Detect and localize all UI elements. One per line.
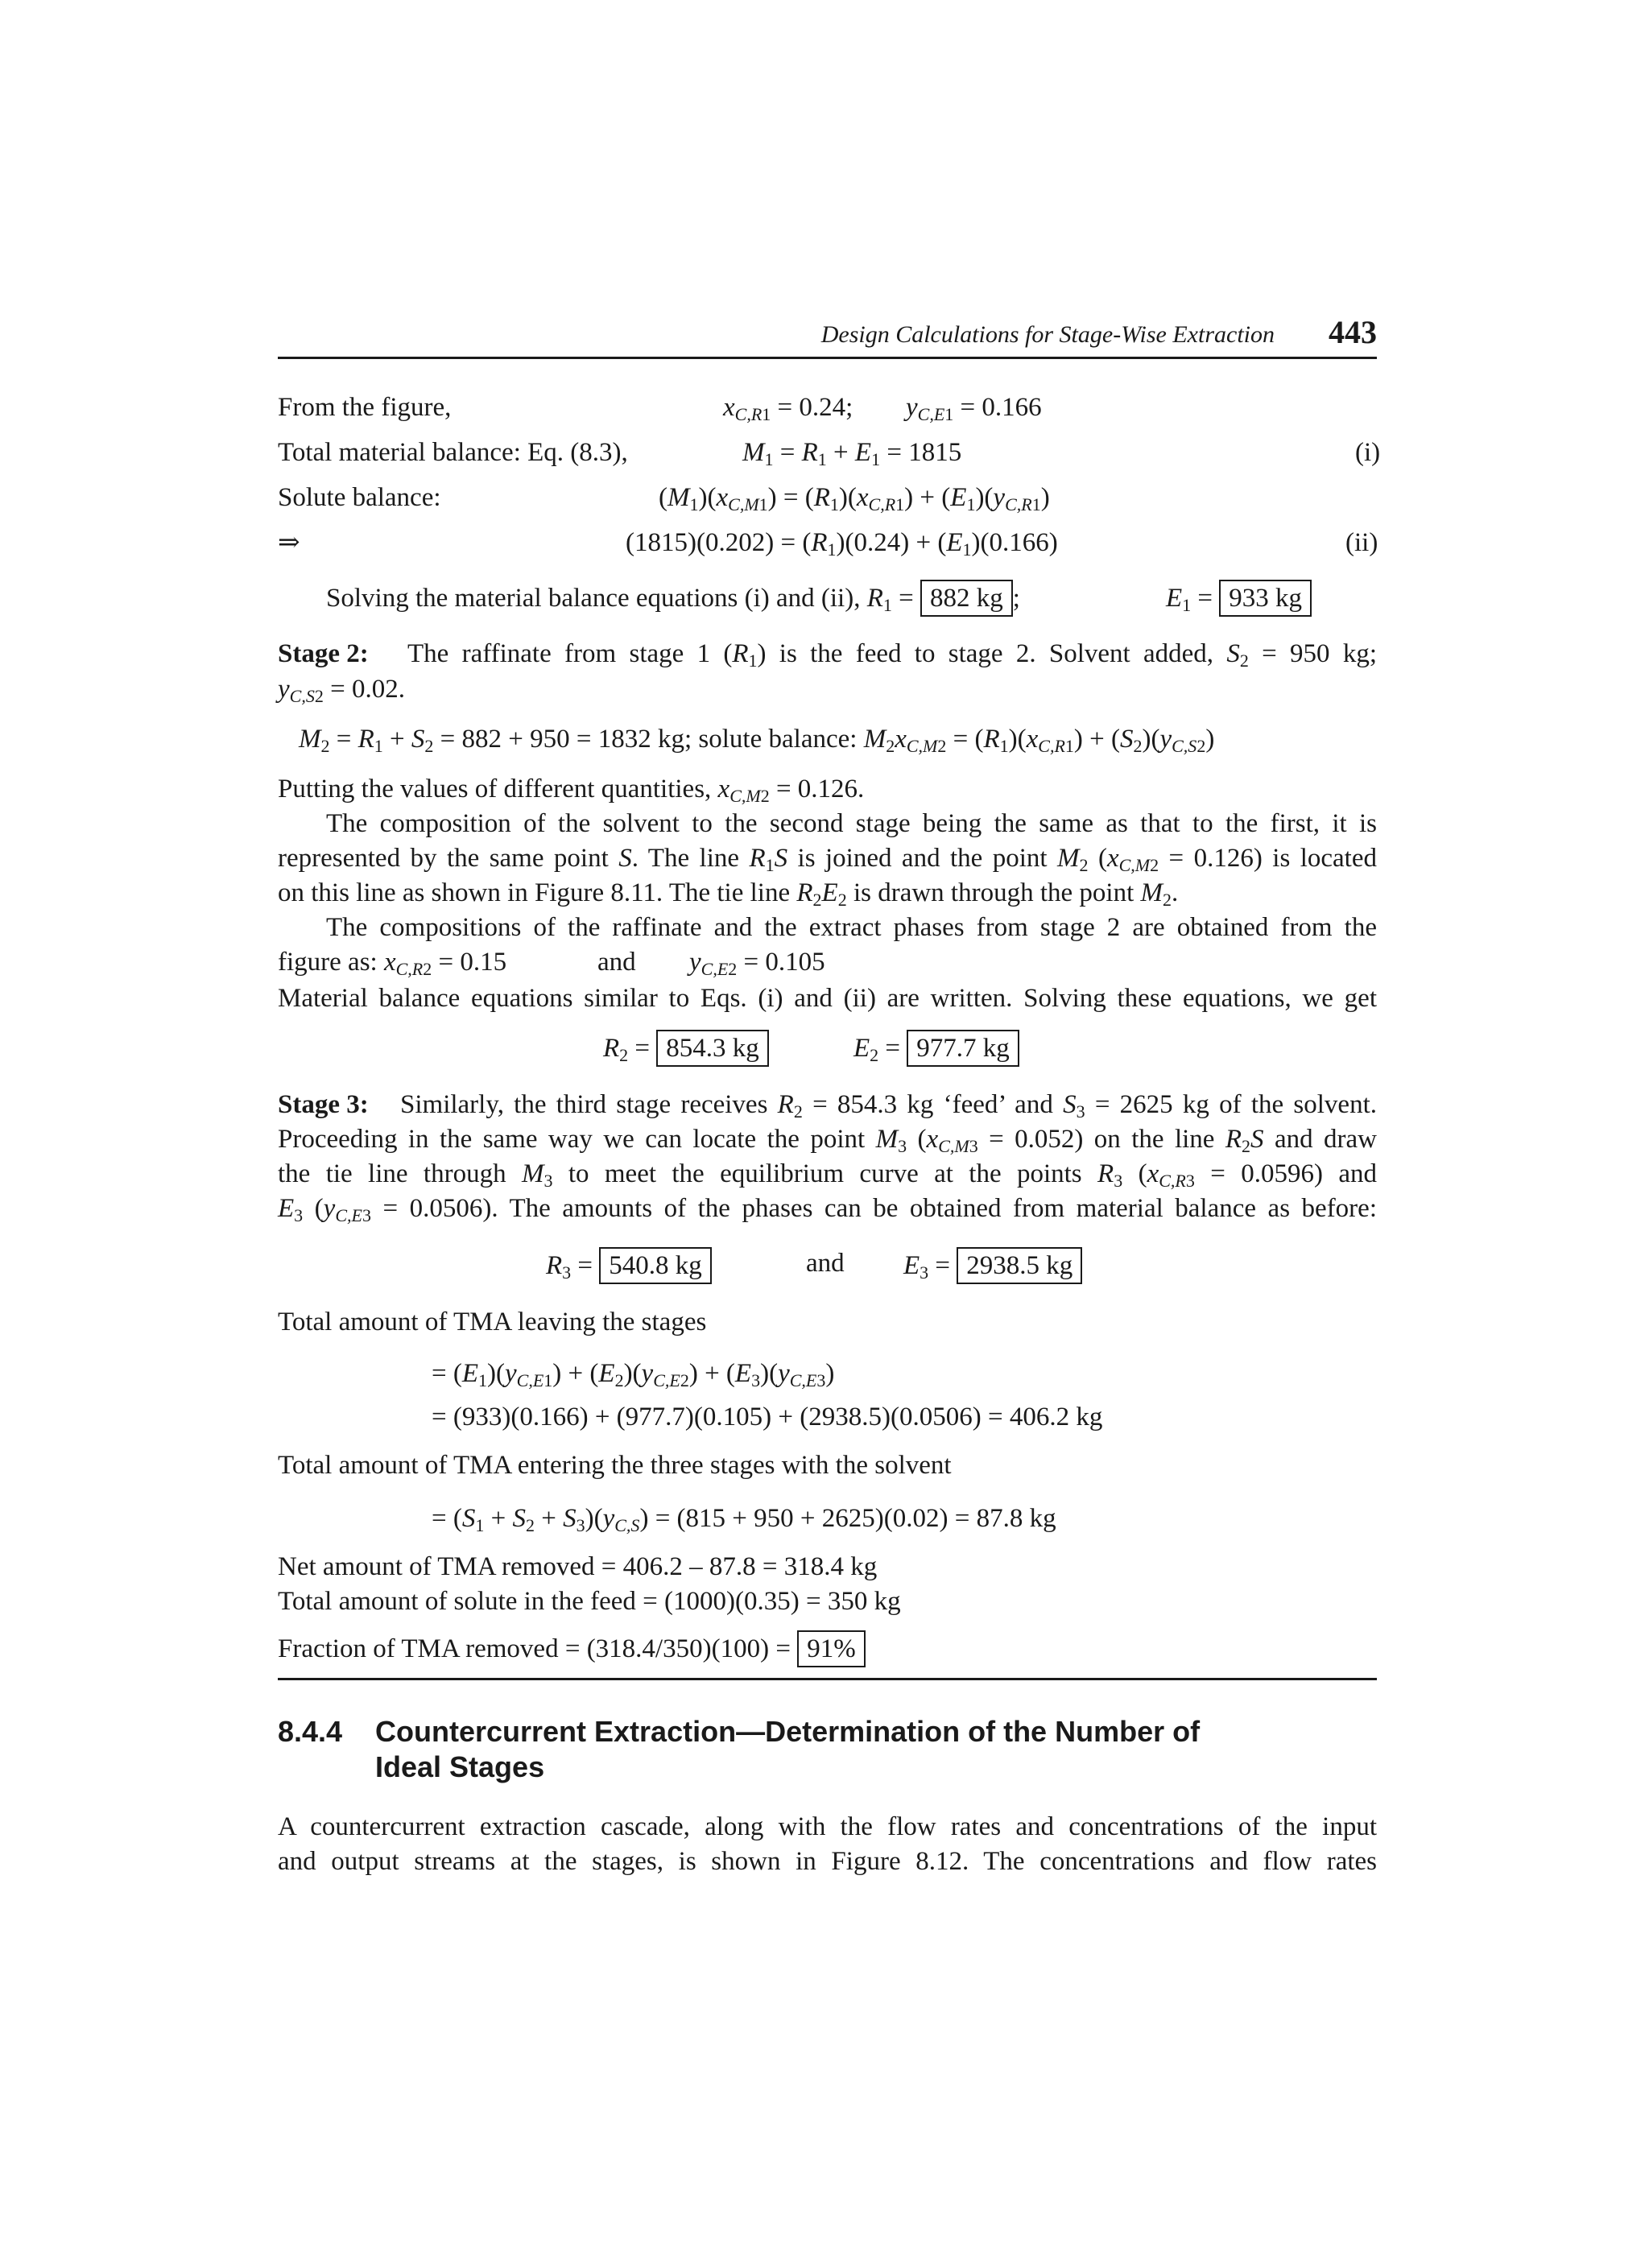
boxed-result: 977.7 kg — [907, 1030, 1019, 1067]
page-header — [278, 314, 1377, 359]
equation: $E_2 = 977.7$ kg — [853, 1030, 1019, 1067]
text-line: and output streams at the stages, is shown in Figure 8.12. The concentrations and flow rates — [278, 1847, 1377, 1876]
boxed-result: 882 kg — [920, 580, 1013, 617]
text-line: and — [597, 948, 636, 977]
text-line: Solute balance: — [278, 483, 441, 512]
stage-heading: Stage 3: — [278, 1090, 369, 1119]
boxed-result: 2938.5 kg — [957, 1247, 1082, 1284]
equation: $E_1 = 933$ kg — [1166, 580, 1312, 617]
equation: $y_{C,E2} = 0.105$ — [689, 948, 825, 979]
text-line: Similarly, the third stage receives $R_2 = 854.3$ kg ‘feed’ and $S_3 = 2625$ kg of the solvent. — [400, 1090, 1377, 1122]
equation: = $(S_1 + S_2 + S_3)(y_{C,S}) = (815 + 950 + 2625)(0.02) = 87.8$ kg — [432, 1504, 1056, 1535]
equation: $E_3 = 2938.5$ kg — [903, 1247, 1082, 1284]
equation: $y_{C,E1} = 0.166$ — [906, 393, 1042, 424]
equation: $(1815)(0.202) = (R_1)(0.24) + (E_1)(0.166)$ — [626, 528, 1058, 560]
section-title: Countercurrent Extraction—Determination of the Number of — [375, 1715, 1201, 1748]
section-number: 8.4.4 — [278, 1715, 343, 1748]
text-line: A countercurrent extraction cascade, along with the flow rates and concentrations of the input — [278, 1812, 1377, 1841]
equation: $(M_1)(x_{C,M1}) = (R_1)(x_{C,R1}) + (E_1)(y_{C,R1})$ — [659, 483, 1050, 514]
equation: $R_3 = 540.8$ kg — [546, 1247, 712, 1284]
text-line: The composition of the solvent to the second stage being the same as that to the first, it is — [326, 809, 1377, 838]
text-line: Proceeding in the same way we can locate the point $M_3$ $(x_{C,M3} = 0.052)$ on the line $R_2S$ and draw — [278, 1125, 1378, 1156]
section-title: Ideal Stages — [375, 1750, 545, 1783]
text-line: Net amount of TMA removed = 406.2 – 87.8 = 318.4 kg — [278, 1552, 878, 1581]
running-title: Design Calculations for Stage-Wise Extraction — [820, 321, 1275, 348]
boxed-result: 91% — [797, 1630, 866, 1667]
text-line: figure as: $x_{C,R2} = 0.15$ — [278, 948, 507, 979]
equation: $M_1 = R_1 + E_1 = 1815$ — [742, 438, 962, 469]
text-line: and — [806, 1249, 845, 1278]
equation: = $(E_1)(y_{C,E1}) + (E_2)(y_{C,E2}) + (E_3)(y_{C,E3})$ — [432, 1359, 835, 1390]
text-line: The compositions of the raffinate and the extract phases from stage 2 are obtained from the — [326, 913, 1377, 942]
text-line: the tie line through $M_3$ to meet the equilibrium curve at the points $R_3$ $(x_{C,R3} = 0.0596)$ and — [278, 1159, 1377, 1191]
equation: $y_{C,S2} = 0.02$. — [278, 675, 405, 706]
boxed-result: 933 kg — [1219, 580, 1312, 617]
implies-symbol: ⇒ — [278, 528, 300, 557]
equation: = (933)(0.166) + (977.7)(0.105) + (2938.5)(0.0506) = 406.2 kg — [432, 1403, 1103, 1431]
boxed-result: 540.8 kg — [599, 1247, 712, 1284]
equation: $x_{C,R1} = 0.24$; — [723, 393, 853, 424]
stage-heading: Stage 2: — [278, 639, 369, 668]
text-line: Total material balance: Eq. (8.3), — [278, 438, 628, 467]
equation-number: (i) — [1355, 438, 1381, 467]
text-line: represented by the same point S. The line $R_1S$ is joined and the point $M_2$ $(x_{C,M2} = 0.126)$ is located — [278, 844, 1377, 875]
text-line: The raffinate from stage 1 $(R_1)$ is the feed to stage 2. Solvent added, $S_2 = 950$ kg; — [407, 639, 1378, 671]
text-line: Total amount of TMA entering the three stages with the solvent — [278, 1451, 952, 1480]
text-line: $E_3$ $(y_{C,E3} = 0.0506)$. The amounts of the phases can be obtained from material balance as before: — [278, 1194, 1377, 1225]
text-line: Fraction of TMA removed = (318.4/350)(100) = 91% — [278, 1630, 866, 1667]
equation: $M_2 = R_1 + S_2 = 882 + 950 = 1832$ kg; solute balance: $M_2x_{C,M2} = (R_1)(x_{C,R1}) + (S_2)(y_{C,S2})$ — [299, 725, 1215, 756]
text-line: Total amount of TMA leaving the stages — [278, 1308, 707, 1336]
text-line: From the figure, — [278, 393, 452, 422]
equation-number: (ii) — [1345, 528, 1378, 557]
text-line: Solving the material balance equations (i) and (ii), $R_1 = 882$ kg ; — [326, 580, 1020, 617]
boxed-result: 854.3 kg — [656, 1030, 769, 1067]
page-number: 443 — [1329, 314, 1377, 350]
section-divider — [278, 1678, 1377, 1680]
text-line: Putting the values of different quantities, $x_{C,M2} = 0.126$. — [278, 775, 865, 806]
text-line: on this line as shown in Figure 8.11. The tie line $R_2E_2$ is drawn through the point $M_2$. — [278, 878, 1179, 910]
equation: $R_2 = 854.3$ kg — [603, 1030, 769, 1067]
text-line: Material balance equations similar to Eqs. (i) and (ii) are written. Solving these equations, we get — [278, 984, 1377, 1013]
text-line: Total amount of solute in the feed = (1000)(0.35) = 350 kg — [278, 1587, 901, 1616]
